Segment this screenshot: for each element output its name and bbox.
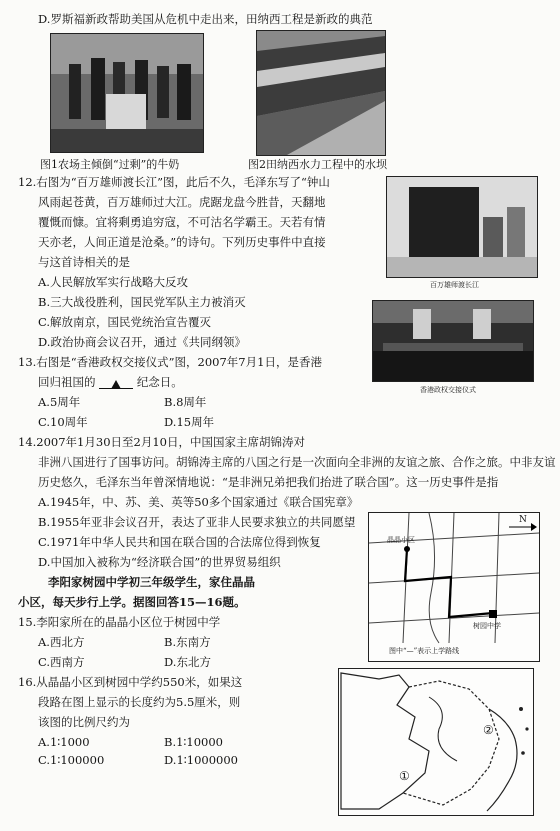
q16-option-d: D.1∶1000000: [164, 753, 238, 767]
q15-option-a: A.西北方: [38, 635, 85, 649]
fig2-caption: 图2田纳西水力工程中的水坝: [248, 158, 387, 171]
q12-line-4: 天亦老，人间正道是沧桑。”的诗句。下列历史事件中直接: [38, 235, 326, 249]
q14-option-a: A.1945年，中、苏、美、英等50多个国家通过《联合国宪章》: [38, 495, 359, 509]
q16-option-c: C.1∶100000: [38, 753, 105, 767]
q16-line-1: 16.从晶晶小区到树园中学约550米，如果这: [18, 675, 243, 689]
intro-15-16-line-2: 小区，每天步行上学。据图回答15—16题。: [18, 595, 246, 609]
route-map-caption: 图中“—”表示上学路线: [389, 647, 460, 655]
north-arrow-label: N: [519, 515, 527, 525]
map-marker-2: ②: [483, 723, 494, 737]
q14-line-2: 非洲八国进行了国事访问。胡锦涛主席的八国之行是一次面向全非洲的友谊之旅、合作之旅。中非友谊: [38, 455, 556, 469]
fig1-caption: 图1农场主倾倒“过剩”的牛奶: [40, 158, 180, 171]
q11-option-d: D.罗斯福新政帮助美国从危机中走出来，田纳西工程是新政的典范: [38, 12, 373, 26]
q14-option-d: D.中国加入被称为“经济联合国”的世界贸易组织: [38, 555, 281, 569]
fig1-photo-art: [51, 34, 203, 152]
triangle-icon: [111, 380, 121, 389]
q16-option-b: B.1∶10000: [164, 735, 223, 749]
q12-photo-caption: 百万雄师渡长江: [430, 281, 479, 289]
q13-line-2: [38, 375, 183, 390]
q16-line-3: 该图的比例尺约为: [38, 715, 130, 729]
q15-option-d: D.东北方: [164, 655, 211, 669]
q13-option-c: C.10周年: [38, 415, 88, 429]
q13-option-b: B.8周年: [164, 395, 207, 409]
map-marker-1: ①: [399, 769, 410, 783]
zhejiang-map: [338, 668, 534, 816]
q14-line-1: 14.2007年1月30日至2月10日，中国国家主席胡锦涛对: [18, 435, 305, 449]
q13-option-a: A.5周年: [38, 395, 81, 409]
q12-line-2: 风雨起苍黄，百万雄师过大江。虎踞龙盘今胜昔，天翻地: [38, 195, 326, 209]
q12-option-d: D.政治协商会议召开，通过《共同纲领》: [38, 335, 246, 349]
q13-hong-kong-handover-photo: [372, 300, 534, 382]
home-label: 晶晶小区: [387, 536, 415, 544]
q14-option-b: B.1955年亚非会议召开，表达了亚非人民要求独立的共同愿望: [38, 515, 356, 529]
zhejiang-map-art: [339, 669, 533, 815]
q12-option-b: B.三大战役胜利，国民党军队主力被消灭: [38, 295, 246, 309]
q13-photo-caption: 香港政权交接仪式: [420, 386, 476, 394]
q15-option-c: C.西南方: [38, 655, 85, 669]
q13-line2-suffix: 纪念日。: [136, 375, 183, 389]
q12-option-a: A.人民解放军实行战略大反攻: [38, 275, 188, 289]
school-label: 树园中学: [473, 622, 501, 630]
q13-line2-prefix: 回归祖国的: [38, 375, 96, 389]
q12-line-1: 12.右图为“百万雄师渡长江”图，此后不久，毛泽东写了“钟山: [18, 175, 330, 189]
q15-option-b: B.东南方: [164, 635, 211, 649]
q16-line-2: 段路在图上显示的长度约为5.5厘米，则: [38, 695, 241, 709]
q14-line-3: 历史悠久，毛泽东当年曾深情地说：“是非洲兄弟把我们抬进了联合国”。这一历史事件是指: [38, 475, 499, 489]
q15-line: 15.李阳家所在的晶晶小区位于树园中学: [18, 615, 221, 629]
route-map: [368, 512, 540, 662]
fig1-milk-dumping-photo: [50, 33, 204, 153]
q13-option-d: D.15周年: [164, 415, 215, 429]
q12-photo-art: [387, 177, 537, 277]
q13-photo-art: [373, 301, 533, 381]
q13-line-1: 13.右图是“香港政权交接仪式”图，2007年7月1日，是香港: [18, 355, 322, 369]
q14-option-c: C.1971年中华人民共和国在联合国的合法席位得到恢复: [38, 535, 321, 549]
fig2-photo-art: [257, 31, 385, 155]
q12-line-3: 覆慨而慷。宜将剩勇追穷寇，不可沽名学霸王。天若有情: [38, 215, 326, 229]
q13-answer-blank: [99, 377, 133, 389]
q12-crossing-yangtze-photo: [386, 176, 538, 278]
q12-option-c: C.解放南京，国民党统治宣告覆灭: [38, 315, 212, 329]
intro-15-16-line-1: 李阳家树园中学初三年级学生，家住晶晶: [48, 575, 255, 589]
fig2-dam-photo: [256, 30, 386, 156]
q12-line-5: 与这首诗相关的是: [38, 255, 130, 269]
q16-option-a: A.1∶1000: [38, 735, 90, 749]
